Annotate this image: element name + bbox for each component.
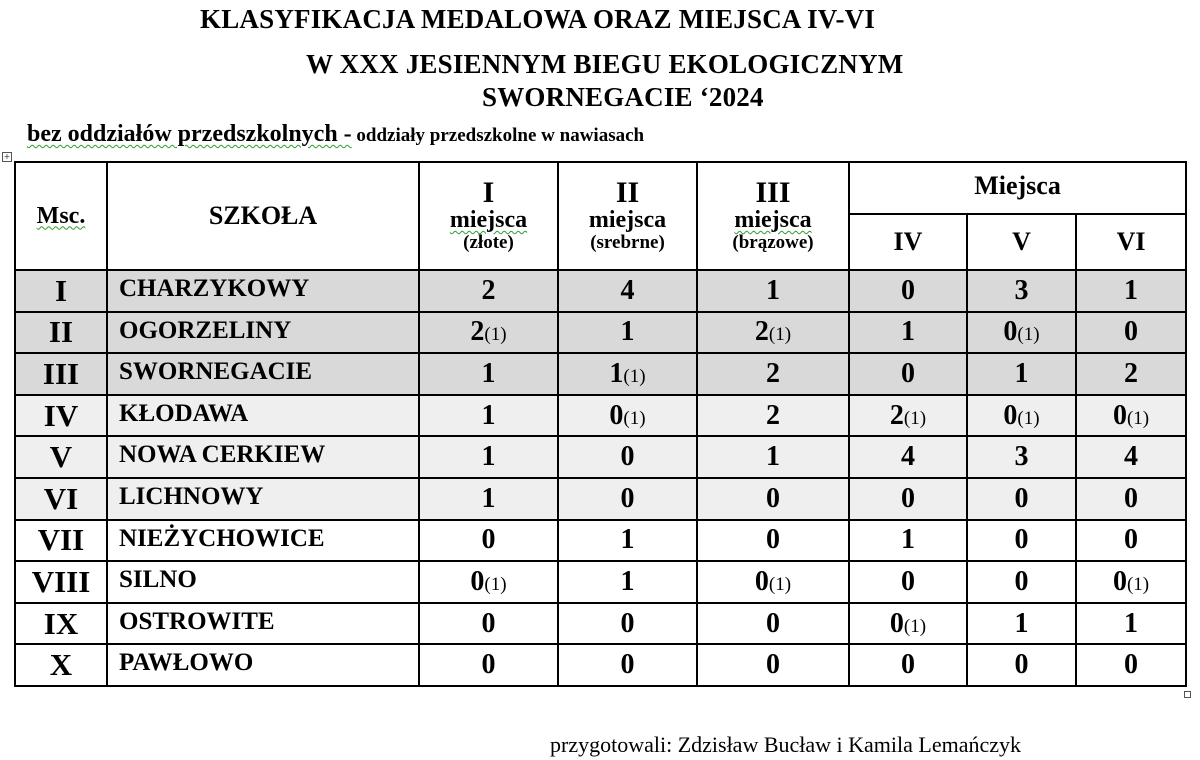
cell-gold-value: 0 [481,607,496,639]
cell-p5-value: 0 [1003,399,1018,431]
cell-p5 [967,561,1076,603]
cell-silver-value: 0 [620,441,635,473]
header-school: SZKOŁA [107,162,419,270]
row-school: LICHNOWY [107,478,419,520]
row-msc: IX [15,603,107,645]
cell-silver-value: 1 [620,524,635,556]
cell-bronze-value: 2 [766,399,780,431]
table-body [15,270,1186,686]
table-row [15,395,1186,437]
cell-bronze [697,603,849,645]
cell-p4 [849,603,967,645]
resize-handle-icon[interactable] [1184,691,1191,698]
cell-silver-value: 1 [609,357,624,389]
cell-p4-value: 0 [901,274,915,306]
cell-bronze [697,353,849,395]
cell-p6 [1076,270,1186,312]
cell-gold-preschool-note: (1) [484,573,507,595]
cell-p6-value: 2 [1124,357,1139,389]
cell-silver [558,561,697,603]
cell-p6-value: 0 [1124,482,1139,514]
cell-p5 [967,395,1076,437]
cell-silver [558,603,697,645]
cell-silver [558,478,697,520]
cell-p4-value: 1 [901,316,915,348]
row-msc: X [15,644,107,686]
cell-p5-value: 1 [1014,607,1029,639]
cell-p6-value: 0 [1124,316,1139,348]
row-school: KŁODAWA [107,395,419,437]
cell-p6 [1076,436,1186,478]
row-school: CHARZYKOWY [107,270,419,312]
cell-bronze [697,312,849,354]
cell-p5-value: 3 [1014,274,1029,306]
cell-bronze [697,436,849,478]
row-msc: I [15,270,107,312]
cell-silver-value: 1 [620,565,635,597]
cell-silver [558,520,697,562]
cell-bronze [697,520,849,562]
cell-p6 [1076,478,1186,520]
row-msc: III [15,353,107,395]
cell-p4-value: 0 [901,565,915,597]
cell-p5-value: 0 [1014,565,1029,597]
cell-p4 [849,395,967,437]
cell-gold-value: 2 [481,274,496,306]
cell-p4 [849,644,967,686]
cell-silver-value: 0 [620,482,635,514]
cell-p5 [967,353,1076,395]
table-row [15,603,1186,645]
cell-gold [419,478,558,520]
cell-silver [558,312,697,354]
row-msc: VI [15,478,107,520]
cell-gold-value: 0 [470,565,485,597]
cell-p5 [967,603,1076,645]
table-row [15,561,1186,603]
cell-gold [419,395,558,437]
cell-silver-value: 4 [620,274,635,306]
cell-p5 [967,312,1076,354]
cell-p6-value: 0 [1124,649,1139,681]
subtitle-main: bez oddziałów przedszkolnych - [27,121,352,147]
header-bronze-word: miejsca [734,207,812,233]
header-gold [419,162,558,270]
cell-gold [419,312,558,354]
footer-credits: przygotowali: Zdzisław Bucław i Kamila Lemańczyk [550,732,1022,757]
cell-p5-value: 0 [1014,482,1029,514]
cell-gold [419,603,558,645]
move-handle-icon[interactable]: + [3,152,11,161]
row-school: SILNO [107,561,419,603]
table-row [15,353,1186,395]
cell-silver [558,353,697,395]
cell-p4 [849,520,967,562]
cell-p6-value: 4 [1124,441,1139,473]
cell-gold-value: 1 [481,357,496,389]
cell-bronze-preschool-note: (1) [768,573,792,595]
cell-p4 [849,478,967,520]
cell-p5-value: 0 [1003,316,1018,348]
cell-p6 [1076,353,1186,395]
cell-silver [558,436,697,478]
cell-bronze-value: 1 [766,274,780,306]
cell-p5 [967,520,1076,562]
row-msc: IV [15,395,107,437]
medal-table [14,161,1187,687]
cell-silver-preschool-note: (1) [623,407,646,429]
row-school: PAWŁOWO [107,644,419,686]
cell-bronze [697,561,849,603]
cell-gold [419,353,558,395]
cell-p4-value: 1 [901,524,915,556]
cell-p4-value: 0 [889,607,904,639]
cell-silver-value: 0 [620,607,635,639]
cell-gold [419,561,558,603]
cell-p5-value: 0 [1014,524,1029,556]
cell-p5-value: 3 [1014,441,1029,473]
cell-p6-value: 0 [1112,565,1127,597]
row-school: OGORZELINY [107,312,419,354]
header-bronze [697,162,849,270]
cell-bronze-value: 2 [766,357,780,389]
cell-bronze [697,644,849,686]
cell-gold [419,270,558,312]
cell-bronze [697,478,849,520]
table-row [15,312,1186,354]
row-msc: VIII [15,561,107,603]
header-silver-word: miejsca [588,207,667,233]
header-gold-kind: (złote) [463,232,514,253]
cell-silver [558,270,697,312]
cell-p6-value: 0 [1112,399,1127,431]
cell-p4-value: 0 [901,649,915,681]
header-places: Miejsca [849,162,1186,214]
cell-gold-value: 2 [470,316,485,348]
cell-gold-value: 1 [481,482,496,514]
cell-p4 [849,312,967,354]
cell-p6 [1076,312,1186,354]
cell-bronze-value: 0 [754,565,769,597]
cell-p6 [1076,561,1186,603]
cell-p4 [849,353,967,395]
header-bronze-num: III [755,176,791,209]
row-school: NOWA CERKIEW [107,436,419,478]
cell-p4-preschool-note: (1) [903,615,927,637]
cell-p6-value: 1 [1124,274,1139,306]
cell-p4-value: 2 [889,399,904,431]
cell-p6 [1076,395,1186,437]
cell-p5-value: 1 [1014,357,1029,389]
header-msc: Msc. [15,162,107,270]
cell-p4-value: 4 [901,441,915,473]
table-row [15,436,1186,478]
cell-silver [558,395,697,437]
cell-p4 [849,561,967,603]
cell-p5-preschool-note: (1) [1017,407,1040,429]
cell-p6-value: 1 [1124,607,1139,639]
title-line-1: KLASYFIKACJA MEDALOWA ORAZ MIEJSCA IV-VI [200,4,876,34]
cell-p5-preschool-note: (1) [1017,324,1040,346]
subtitle [27,121,644,148]
cell-bronze-value: 2 [754,316,769,348]
table-row [15,270,1186,312]
cell-p5 [967,644,1076,686]
cell-p5 [967,436,1076,478]
row-msc: V [15,436,107,478]
cell-gold-preschool-note: (1) [484,324,507,346]
cell-gold [419,436,558,478]
cell-p5 [967,270,1076,312]
cell-gold-value: 1 [481,441,496,473]
cell-p5 [967,478,1076,520]
table-row [15,520,1186,562]
cell-p6-preschool-note: (1) [1126,573,1150,595]
cell-gold-value: 1 [481,399,496,431]
cell-p6 [1076,644,1186,686]
cell-p4 [849,436,967,478]
table-row [15,478,1186,520]
cell-p6-value: 0 [1124,524,1139,556]
cell-p6 [1076,520,1186,562]
title-line-2: W XXX JESIENNYM BIEGU EKOLOGICZNYM [306,49,904,79]
cell-p4-preschool-note: (1) [903,407,927,429]
cell-gold-value: 0 [481,524,496,556]
cell-p4-value: 0 [901,357,915,389]
cell-p4-value: 0 [901,482,915,514]
row-school: NIEŻYCHOWICE [107,520,419,562]
cell-gold [419,644,558,686]
table-row [15,644,1186,686]
header-gold-num: I [482,176,495,209]
cell-bronze-value: 0 [766,607,780,639]
cell-bronze-value: 1 [766,441,780,473]
cell-bronze-value: 0 [766,649,780,681]
cell-bronze [697,270,849,312]
row-msc: VII [15,520,107,562]
header-place-4: IV [849,214,967,270]
cell-gold [419,520,558,562]
row-msc: II [15,312,107,354]
header-place-5: V [967,214,1076,270]
cell-p5-value: 0 [1014,649,1029,681]
header-place-6: VI [1076,214,1186,270]
cell-bronze-preschool-note: (1) [768,324,792,346]
header-silver-num: II [615,176,640,209]
cell-silver-value: 0 [620,649,635,681]
cell-silver-preschool-note: (1) [623,365,646,387]
header-bronze-kind: (brązowe) [732,232,814,253]
cell-bronze [697,395,849,437]
header-silver-kind: (srebrne) [590,232,665,253]
subtitle-note: oddziały przedszkolne w nawiasach [351,125,645,146]
row-school: SWORNEGACIE [107,353,419,395]
header-gold-word: miejsca [449,207,528,233]
cell-p6 [1076,603,1186,645]
cell-p4 [849,270,967,312]
cell-gold-value: 0 [481,649,496,681]
cell-silver [558,644,697,686]
header-silver [558,162,697,270]
cell-silver-value: 0 [609,399,624,431]
cell-silver-value: 1 [620,316,635,348]
row-school: OSTROWITE [107,603,419,645]
cell-bronze-value: 0 [766,482,780,514]
title-line-3: SWORNEGACIE ‘2024 [482,82,764,112]
cell-bronze-value: 0 [766,524,780,556]
cell-p6-preschool-note: (1) [1126,407,1150,429]
